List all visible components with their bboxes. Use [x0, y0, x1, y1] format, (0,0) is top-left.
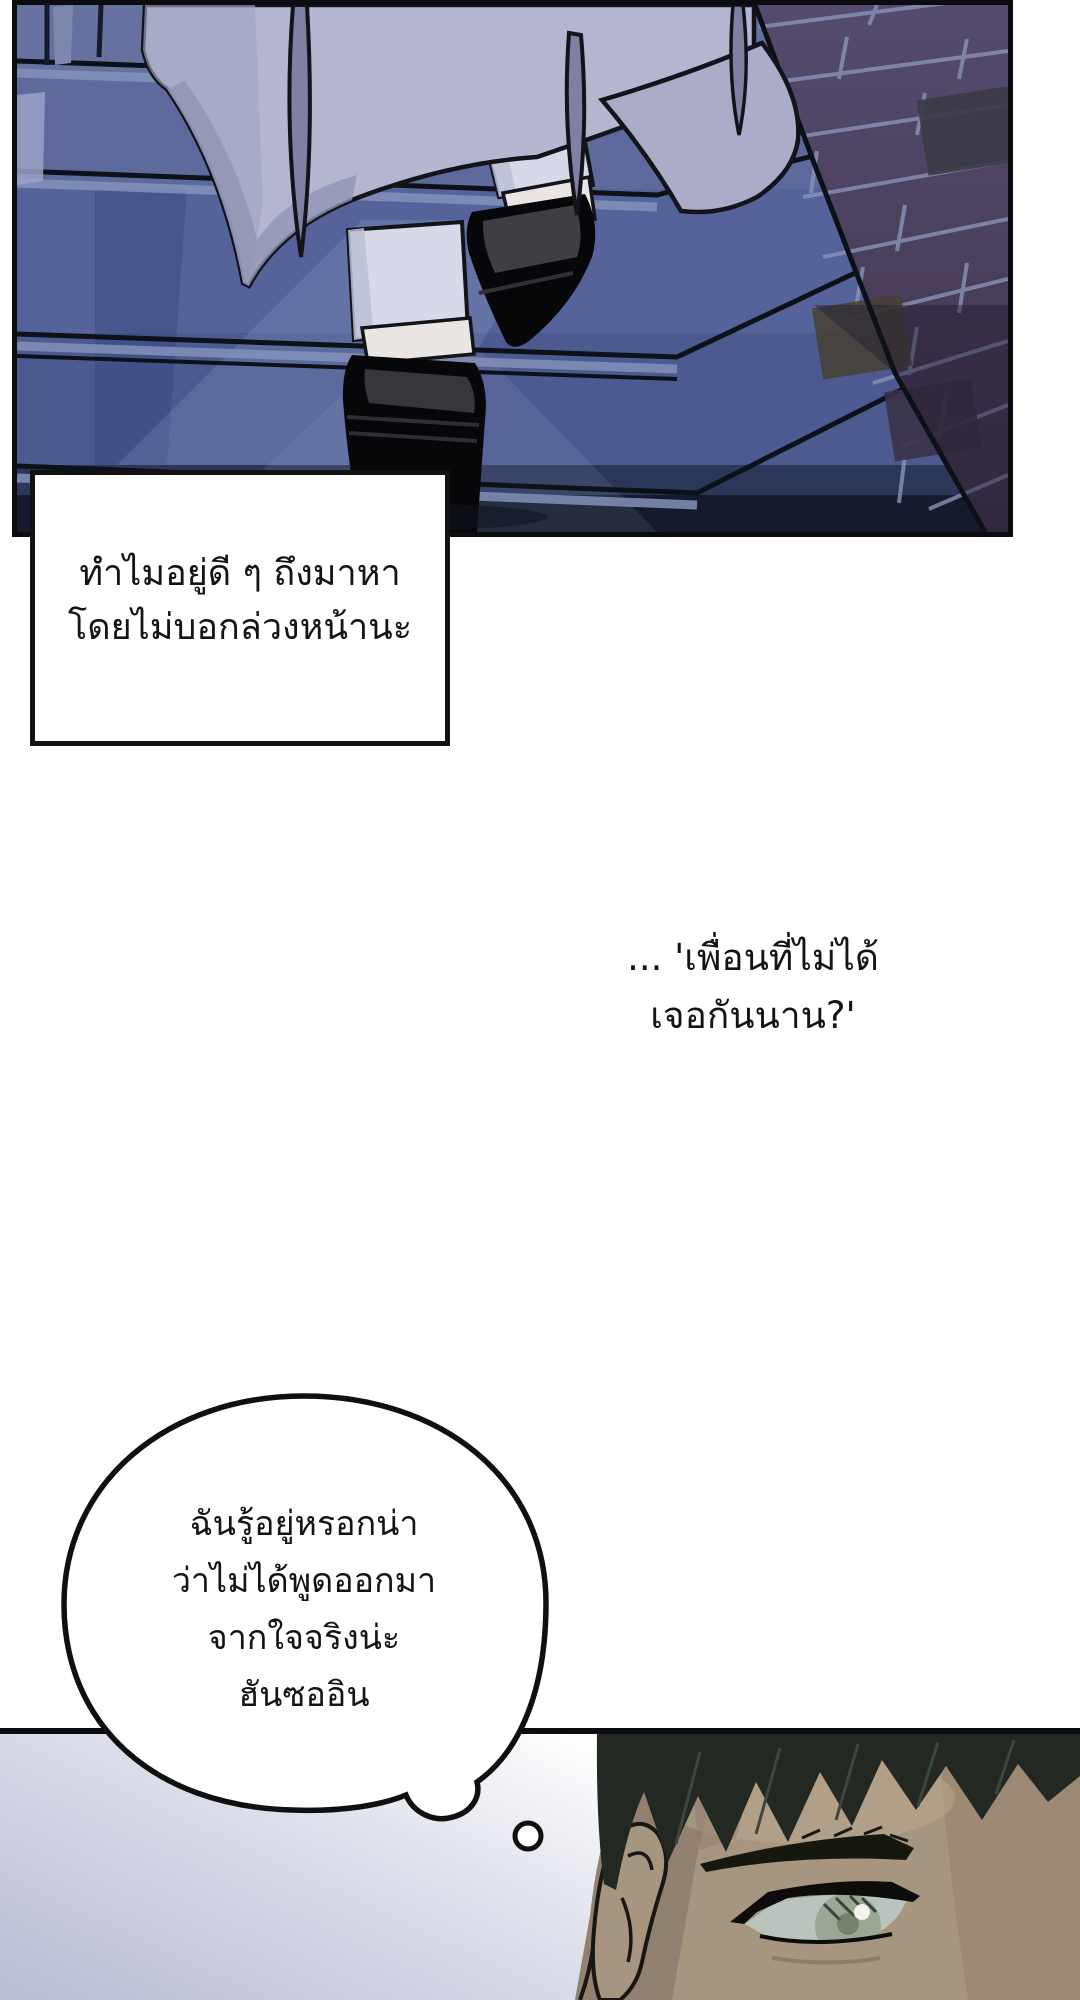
narration-text — [553, 929, 953, 1045]
stairs-scene-illustration — [17, 5, 1008, 532]
thought-bubble-text — [64, 1496, 544, 1724]
speech-box — [30, 470, 450, 746]
speech-text — [35, 475, 445, 655]
speech-line: โดยไม่บอกล่วงหน้านะ — [67, 607, 413, 648]
narration-line: เจอกันนาน?' — [650, 994, 856, 1037]
bubble-line: ว่าไม่ได้พูดออกมา — [171, 1561, 437, 1601]
speech-line: ทำไมอยู่ดี ๆ ถึงมาหา — [79, 553, 401, 594]
bubble-line: ฮันซออิน — [238, 1675, 370, 1715]
bubble-line: ฉันรู้อยู่หรอกน่า — [189, 1504, 419, 1544]
bubble-tail-circle — [515, 1823, 541, 1849]
bubble-line: จากใจจริงน่ะ — [207, 1618, 401, 1658]
top-panel — [12, 0, 1013, 537]
narration-line: ... 'เพื่อนที่ไม่ได้ — [627, 936, 879, 979]
